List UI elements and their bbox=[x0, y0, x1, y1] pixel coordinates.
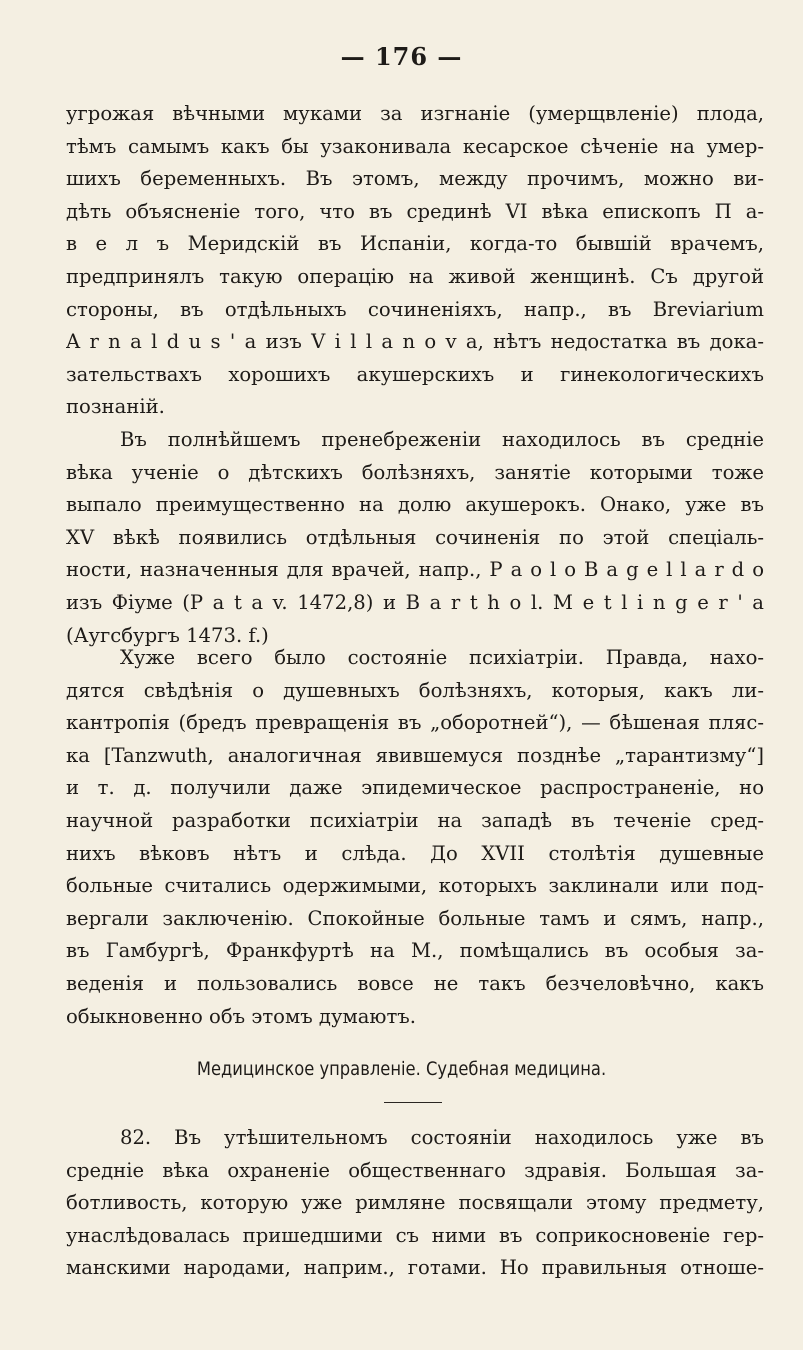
text-line: в е л ъ Меридскій въ Испаніи, когда-то бывшій врачемъ, bbox=[66, 232, 764, 256]
text-line: выпало преимущественно на долю акушерокъ. Онако, уже въ bbox=[66, 493, 764, 517]
text-line: обыкновенно объ этомъ думаютъ. bbox=[66, 1004, 416, 1028]
text-line: нихъ вѣковъ нѣтъ и слѣда. До XVII столѣтія душевные bbox=[66, 841, 764, 865]
text-line: (Аугсбургъ 1473. f.) bbox=[66, 623, 269, 647]
text-line: и т. д. получили даже эпидемическое распространеніе, но bbox=[66, 776, 764, 800]
text-line: познаній. bbox=[66, 395, 165, 419]
text-line: манскими народами, наприм., готами. Но правильныя отноше- bbox=[66, 1256, 764, 1280]
text-line: угрожая вѣчными муками за изгнаніе (умерщвленіе) плода, bbox=[66, 102, 764, 125]
text-line: ности, назначенныя для врачей, напр., P a o l o B a g e l l a r d o bbox=[66, 558, 764, 582]
text-line: унаслѣдовалась пришедшими съ ними въ соприкосновеніе гер- bbox=[66, 1223, 764, 1247]
text-line: Въ полнѣйшемъ пренебреженіи находилось въ средніе bbox=[120, 428, 764, 451]
text-line: въ Гамбургѣ, Франкфуртѣ на М., помѣщались въ особыя за- bbox=[66, 939, 764, 963]
text-line: зательствахъ хорошихъ акушерскихъ и гинекологическихъ bbox=[66, 362, 764, 386]
paragraph-caesarean bbox=[66, 98, 764, 424]
text-line: кантропія (бредъ превращенія въ „оборотней“), — бѣшеная пляс- bbox=[66, 711, 764, 735]
text-line: веденія и пользовались вовсе не такъ безчеловѣчно, какъ bbox=[66, 971, 764, 995]
text-line: вѣка ученіе о дѣтскихъ болѣзняхъ, занятіе которыми тоже bbox=[66, 460, 764, 484]
text-line: стороны, въ отдѣльныхъ сочиненіяхъ, напр., въ Breviarium bbox=[66, 297, 764, 321]
paragraph-pediatrics bbox=[66, 424, 764, 652]
section-divider bbox=[384, 1102, 442, 1103]
text-line: предпринялъ такую операцію на живой женщинѣ. Съ другой bbox=[66, 264, 764, 288]
text-line: дѣть объясненіе того, что въ срединѣ VI вѣка епископъ П а- bbox=[66, 199, 764, 223]
text-line: изъ Фіуме (P a t a v. 1472,8) и B a r t h o l. M e t l i n g e r ' a bbox=[66, 590, 764, 614]
text-line: Хуже всего было состояніе психіатріи. Правда, нахо- bbox=[120, 646, 764, 669]
text-line: средніе вѣка охраненіе общественнаго здравія. Большая за- bbox=[66, 1158, 764, 1182]
text-line: ботливость, которую уже римляне посвящали этому предмету, bbox=[66, 1191, 764, 1215]
text-line: XV вѣкѣ появились отдѣльныя сочиненія по этой спеціаль- bbox=[66, 525, 764, 549]
paragraph-psychiatry bbox=[66, 642, 764, 1033]
text-line: 82. Въ утѣшительномъ состояніи находилось уже въ bbox=[120, 1126, 764, 1149]
text-line: шихъ беременныхъ. Въ этомъ, между прочимъ, можно ви- bbox=[66, 167, 764, 191]
text-line: научной разработки психіатріи на западѣ въ теченіе сред- bbox=[66, 808, 764, 832]
text-line: ка [Tanzwuth, аналогичная явившемуся позднѣе „тарантизму“] bbox=[66, 743, 764, 767]
paragraph-public-health bbox=[66, 1122, 764, 1285]
text-line: A r n a l d u s ' a изъ V i l l a n o v a, нѣтъ недостатка въ дока- bbox=[66, 330, 764, 354]
section-heading: Медицинское управленіе. Судебная медицина. bbox=[196, 1058, 607, 1080]
text-line: вергали заключенію. Спокойные больные тамъ и сямъ, напр., bbox=[66, 906, 764, 930]
text-line: тѣмъ самымъ какъ бы узаконивала кесарское сѣченіе на умер- bbox=[66, 134, 764, 158]
text-line: больные считались одержимыми, которыхъ заклинали или под- bbox=[66, 874, 764, 898]
page-number: — 176 — bbox=[340, 42, 463, 71]
text-line: дятся свѣдѣнія о душевныхъ болѣзняхъ, которыя, какъ ли- bbox=[66, 678, 764, 702]
